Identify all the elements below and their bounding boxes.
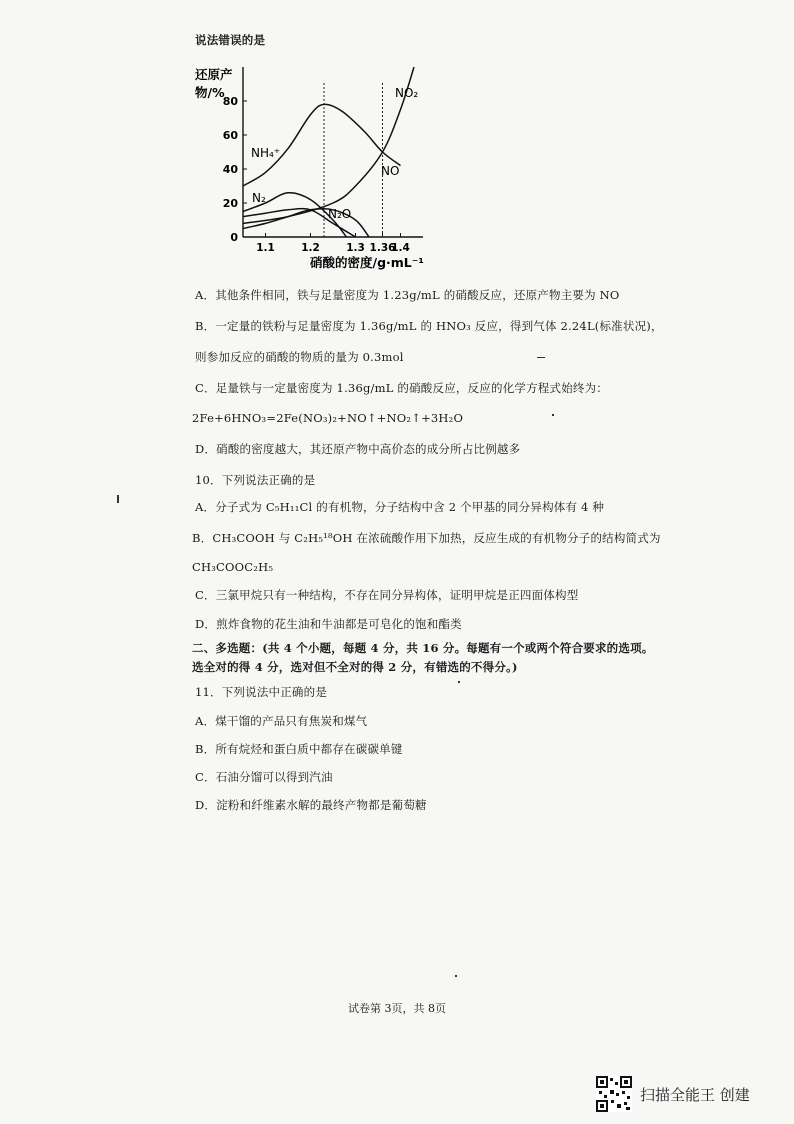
series-label: NO₂ bbox=[395, 86, 419, 100]
y-tick-label: 80 bbox=[222, 95, 238, 108]
scan-speck bbox=[537, 357, 545, 358]
q9-option-c-line1: C．足量铁与一定量密度为 1.36g/mL 的硝酸反应，反应的化学方程式始终为： bbox=[195, 381, 608, 395]
q11-stem: 11．下列说法中正确的是 bbox=[195, 685, 328, 699]
x-tick-label: 1.2 bbox=[301, 242, 320, 254]
scanner-watermark: 扫描全能王 创建 bbox=[640, 1086, 750, 1104]
series-label: NO bbox=[381, 164, 400, 178]
scan-speck bbox=[458, 681, 460, 683]
section-2-heading: 二、多选题：(共 4 个小题，每题 4 分，共 16 分。每题有一个或两个符合要求的选项。 bbox=[192, 641, 654, 655]
reduction-products-chart bbox=[195, 55, 455, 275]
q9-option-b-line1: B．一定量的铁粉与足量密度为 1.36g/mL 的 HNO₃ 反应，得到气体 2.24L(标准状况)， bbox=[195, 319, 663, 333]
q9-option-d: D．硝酸的密度越大，其还原产物中高价态的成分所占比例越多 bbox=[195, 442, 521, 456]
series-label: N₂O bbox=[328, 207, 352, 221]
scan-speck bbox=[552, 414, 554, 416]
x-tick-label: 1.36 bbox=[369, 242, 396, 254]
series-label: N₂ bbox=[252, 191, 266, 205]
q11-option-d: D．淀粉和纤维素水解的最终产物都是葡萄糖 bbox=[195, 798, 427, 812]
q10-stem: 10．下列说法正确的是 bbox=[195, 473, 316, 487]
x-axis-label: 硝酸的密度/g·mL⁻¹ bbox=[310, 255, 424, 270]
y-tick-label: 40 bbox=[222, 163, 238, 176]
q10-option-b-line2: CH₃COOC₂H₅ bbox=[192, 560, 274, 574]
question-intro: 说法错误的是 bbox=[195, 33, 266, 47]
q10-option-d: D．煎炸食物的花生油和牛油都是可皂化的饱和酯类 bbox=[195, 617, 462, 631]
scan-speck bbox=[455, 975, 457, 977]
q10-option-a: A．分子式为 C₅H₁₁Cl 的有机物，分子结构中含 2 个甲基的同分异构体有 4 种 bbox=[195, 500, 605, 514]
x-tick-label: 1.1 bbox=[256, 242, 275, 254]
y-axis-label-line1: 还原产 bbox=[195, 67, 233, 82]
q10-option-c: C．三氯甲烷只有一种结构，不存在同分异构体，证明甲烷是正四面体构型 bbox=[195, 588, 579, 602]
q9-option-a: A．其他条件相同，铁与足量密度为 1.23g/mL 的硝酸反应，还原产物主要为 NO bbox=[195, 288, 620, 302]
q9-option-b-line2: 则参加反应的硝酸的物质的量为 0.3mol bbox=[195, 350, 404, 364]
y-tick-label: 60 bbox=[222, 129, 238, 142]
qr-code-icon bbox=[596, 1076, 632, 1112]
q11-option-b: B．所有烷烃和蛋白质中都存在碳碳单键 bbox=[195, 742, 403, 756]
y-tick-label: 20 bbox=[222, 197, 238, 210]
page-footer: 试卷第 3页，共 8页 bbox=[348, 1002, 446, 1015]
y-axis-label-line2: 物/% bbox=[195, 85, 225, 100]
q11-option-c: C．石油分馏可以得到汽油 bbox=[195, 770, 333, 784]
section-2-rules: 选全对的得 4 分，选对但不全对的得 2 分，有错选的不得分。) bbox=[192, 660, 518, 674]
q9-option-c-equation: 2Fe+6HNO₃=2Fe(NO₃)₂+NO↑+NO₂↑+3H₂O bbox=[192, 411, 464, 425]
q10-option-b-line1: B．CH₃COOH 与 C₂H₅¹⁸OH 在浓硫酸作用下加热，反应生成的有机物分子的结构简式为 bbox=[192, 531, 661, 545]
x-tick-label: 1.3 bbox=[346, 242, 365, 254]
series-label: NH₄⁺ bbox=[251, 146, 281, 160]
scan-speck bbox=[117, 495, 119, 503]
q11-option-a: A．煤干馏的产品只有焦炭和煤气 bbox=[195, 714, 368, 728]
x-tick-label: 1.4 bbox=[391, 242, 410, 254]
y-tick-label: 0 bbox=[230, 231, 238, 244]
